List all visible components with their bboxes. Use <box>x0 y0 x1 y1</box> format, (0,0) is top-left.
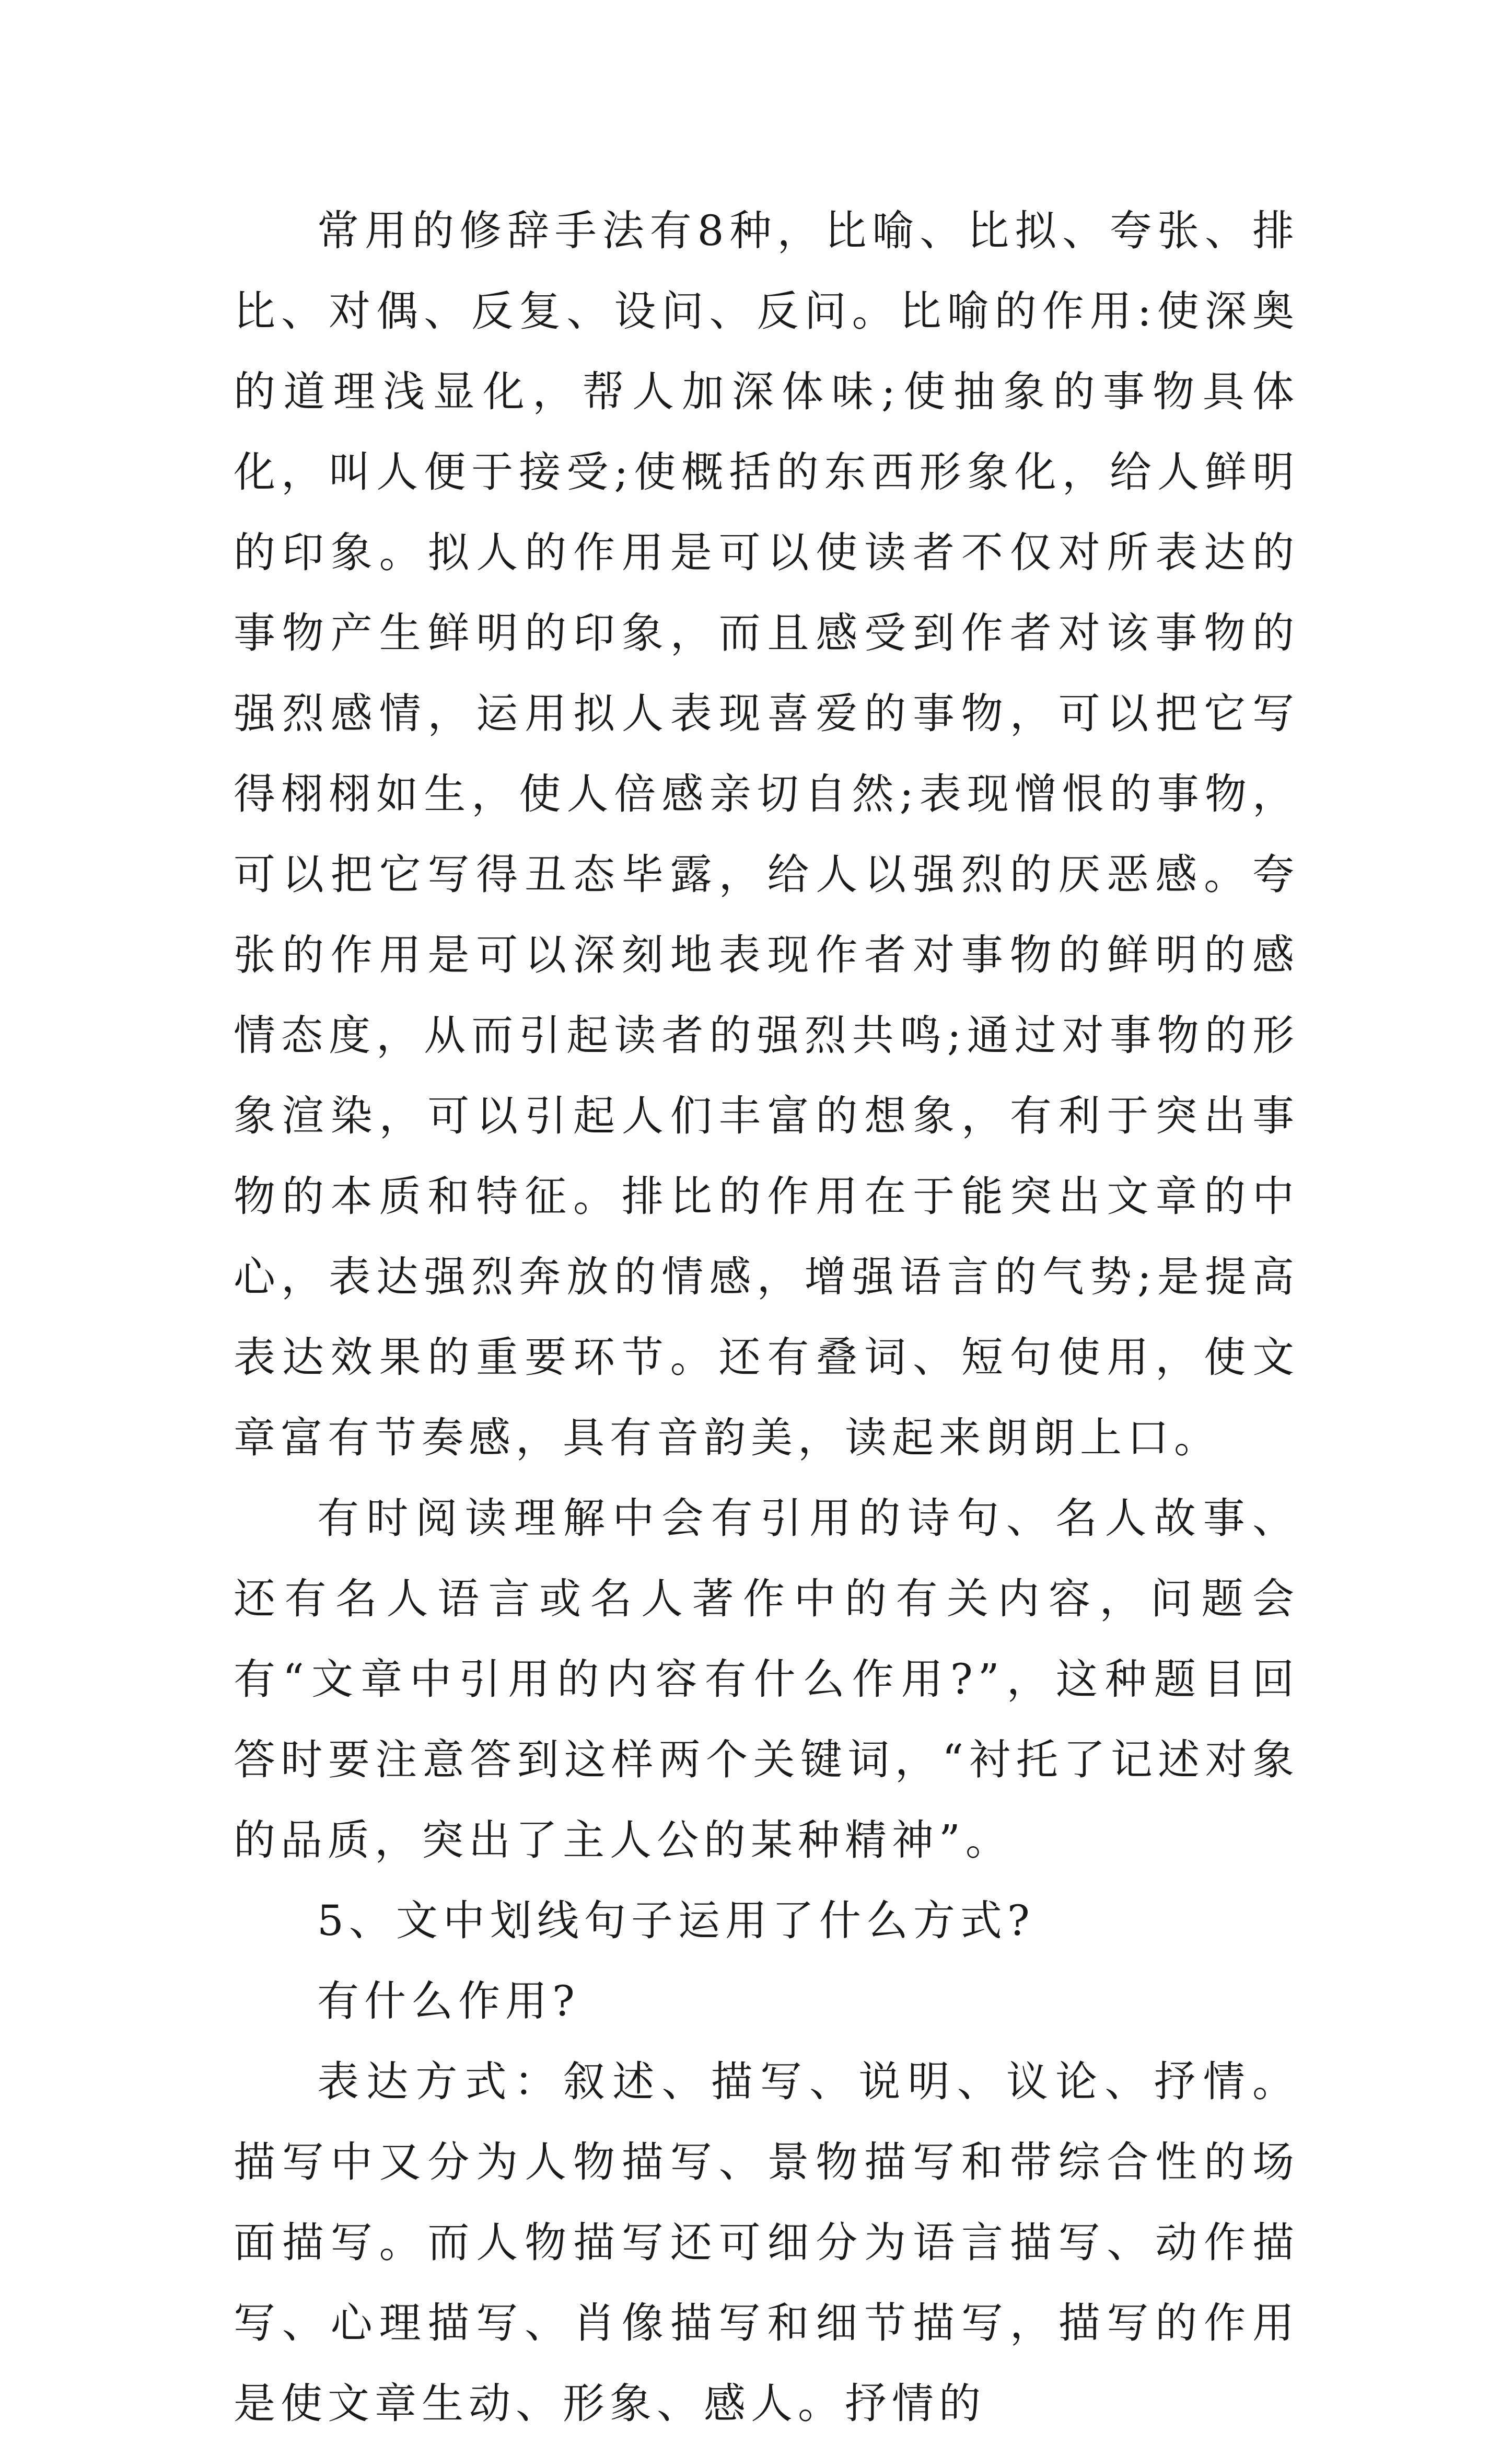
question-5: 5、文中划线句子运用了什么方式? <box>317 1896 1035 1945</box>
paragraph-rhetoric: 常用的修辞手法有8种，比喻、比拟、夸张、排比、对偶、反复、设问、反问。比喻的作用:使深奥的道理浅显化，帮人加深体味;使抽象的事物具体化，叫人便于接受;使概括的东西形象化，给人鲜明的印象。拟人的作用是可以使读者不仅对所表达的事物产生鲜明的印象，而且感受到作者对该事物的强烈感情，运用拟人表现喜爱的事物，可以把它写得栩栩如生，使人倍感亲切自然;表现憎恨的事物，可以把它写得丑态毕露，给人以强烈的厌恶感。夸张的作用是可以深刻地表现作者对事物的鲜明的感情态度，从而引起读者的强烈共鸣;通过对事物的形象渲染，可以引起人们丰富的想象，有利于突出事物的本质和特征。排比的作用在于能突出文章的中心，表达强烈奔放的情感，增强语言的气势;是提高表达效果的重要环节。还有叠词、短句使用，使文章富有节奏感，具有音韵美，读起来朗朗上口。 <box>234 206 1299 1462</box>
document-body <box>234 191 1299 2444</box>
question-5-followup: 有什么作用? <box>317 1977 580 2025</box>
paragraph-expression-methods: 表达方式：叙述、描写、说明、议论、抒情。描写中又分为人物描写、景物描写和带综合性的场面描写。而人物描写还可细分为语言描写、动作描写、心理描写、肖像描写和细节描写，描写的作用是使文章生动、形象、感人。抒情的 <box>234 2057 1299 2428</box>
paragraph-quotation: 有时阅读理解中会有引用的诗句、名人故事、还有名人语言或名人著作中的有关内容，问题会有“文章中引用的内容有什么作用?”，这种题目回答时要注意答到这样两个关键词，“衬托了记述对象的品质，突出了主人公的某种精神”。 <box>234 1494 1299 1864</box>
